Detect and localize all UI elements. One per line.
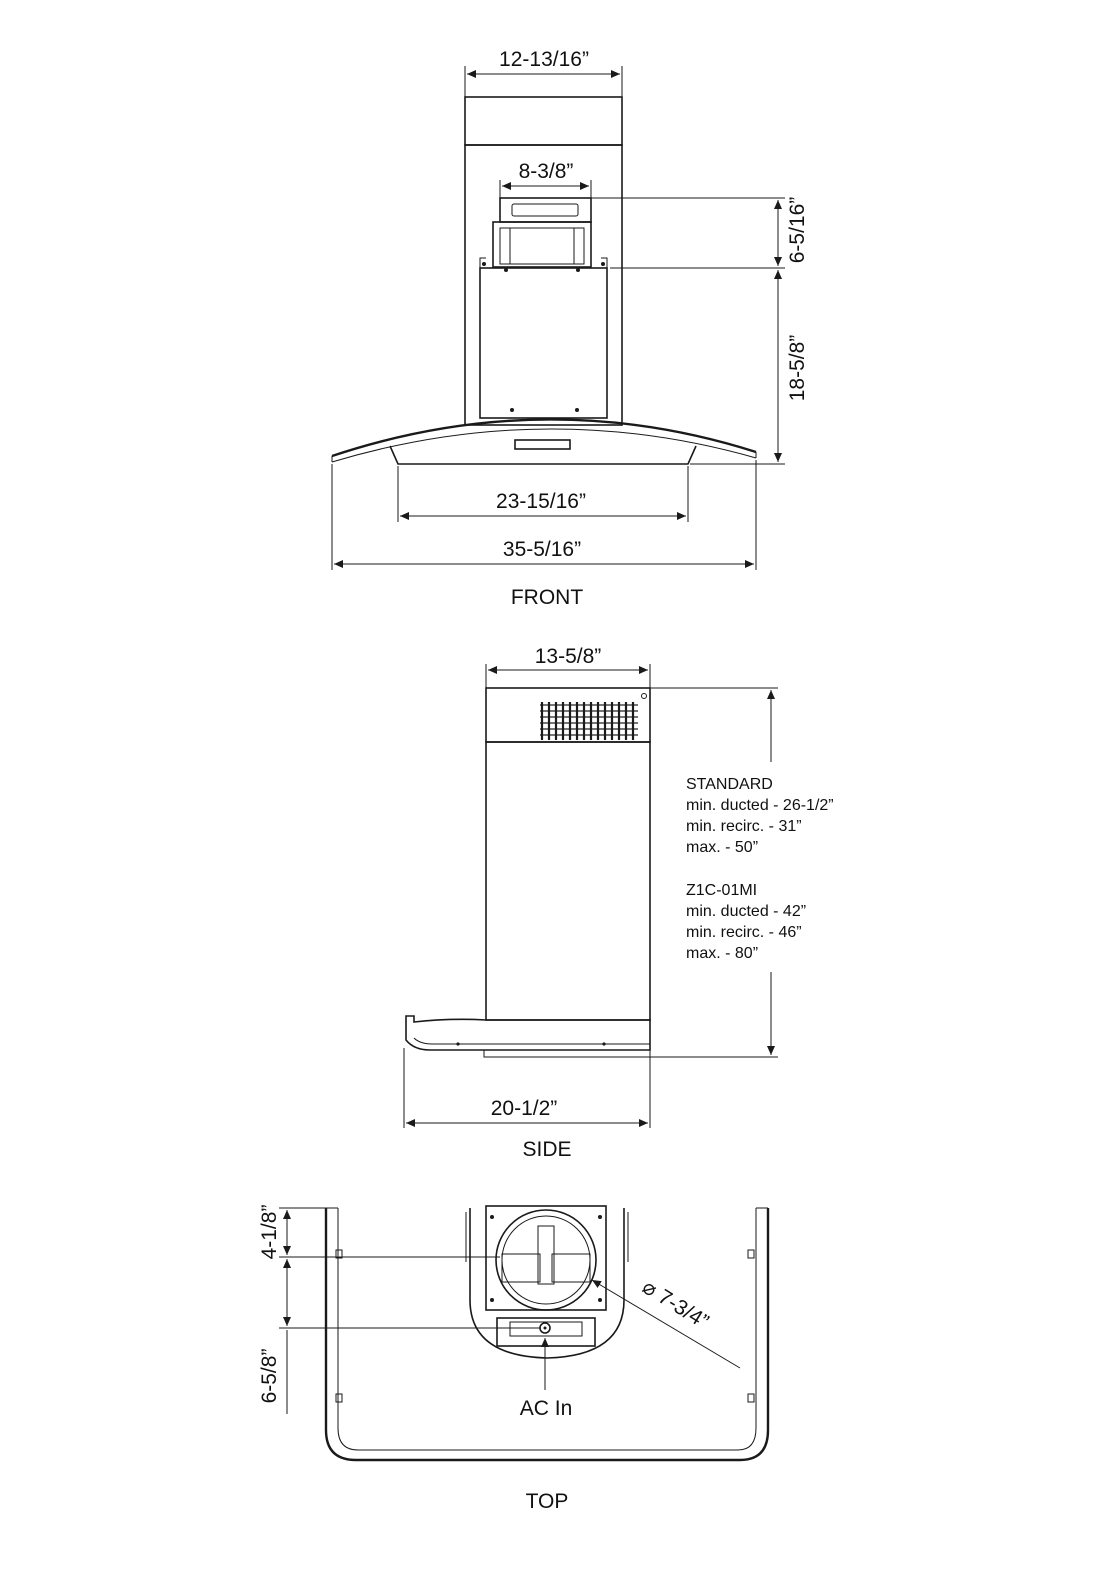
front-chimney — [465, 145, 622, 425]
dim-chimney-width: 12-13/16” — [499, 48, 589, 71]
dim-overall-width: 35-5/16” — [502, 538, 582, 561]
front-duct-collar — [500, 198, 591, 222]
front-control-panel — [515, 440, 570, 449]
spec-z1c-line: max. - 80” — [686, 945, 759, 962]
side-canopy — [406, 1016, 650, 1050]
spec-z1c-title: Z1C-01MI — [686, 882, 758, 899]
top-canopy-outline — [326, 1208, 768, 1460]
spec-standard-line: min. ducted - 26-1/2” — [686, 797, 834, 814]
dim-back-offset: 4-1/8” — [258, 1204, 281, 1260]
dim-overall-depth: 20-1/2” — [490, 1097, 558, 1120]
spec-standard-line: max. - 50” — [686, 839, 759, 856]
dim-duct-width: 8-3/8” — [518, 160, 574, 183]
dim-duct-diameter: ⌀ 7-3/4” — [638, 1275, 713, 1334]
spec-standard-title: STANDARD — [686, 776, 773, 793]
front-view — [332, 48, 809, 609]
spec-z1c-line: min. recirc. - 46” — [686, 924, 802, 941]
spec-z1c-line: min. ducted - 42” — [686, 903, 807, 920]
dim-duct-height: 6-5/16” — [786, 196, 809, 264]
side-view — [404, 645, 834, 1161]
spec-z1c — [686, 882, 806, 962]
top-blower-fan-right — [552, 1254, 590, 1282]
dim-chimney-depth: 13-5/8” — [534, 645, 602, 668]
top-blower-plate — [486, 1206, 606, 1310]
dim-body-height: 18-5/8” — [786, 334, 809, 402]
top-view-label: TOP — [525, 1490, 569, 1513]
top-blower-ring — [496, 1210, 596, 1310]
top-view — [258, 1205, 768, 1513]
ac-in-label: AC In — [519, 1397, 573, 1420]
side-view-label: SIDE — [522, 1138, 572, 1161]
front-view-label: FRONT — [510, 586, 584, 609]
front-motor-housing — [493, 222, 591, 267]
side-chimney — [486, 742, 650, 1020]
spec-standard — [686, 776, 834, 856]
front-chimney-upper — [465, 97, 622, 145]
dim-bottom-width: 23-15/16” — [496, 490, 586, 513]
side-grille — [540, 700, 638, 740]
spec-standard-line: min. recirc. - 31” — [686, 818, 802, 835]
dim-ac-offset: 6-5/8” — [258, 1348, 281, 1404]
front-inner-panel — [480, 268, 607, 418]
top-blower-fan-left — [502, 1254, 540, 1282]
